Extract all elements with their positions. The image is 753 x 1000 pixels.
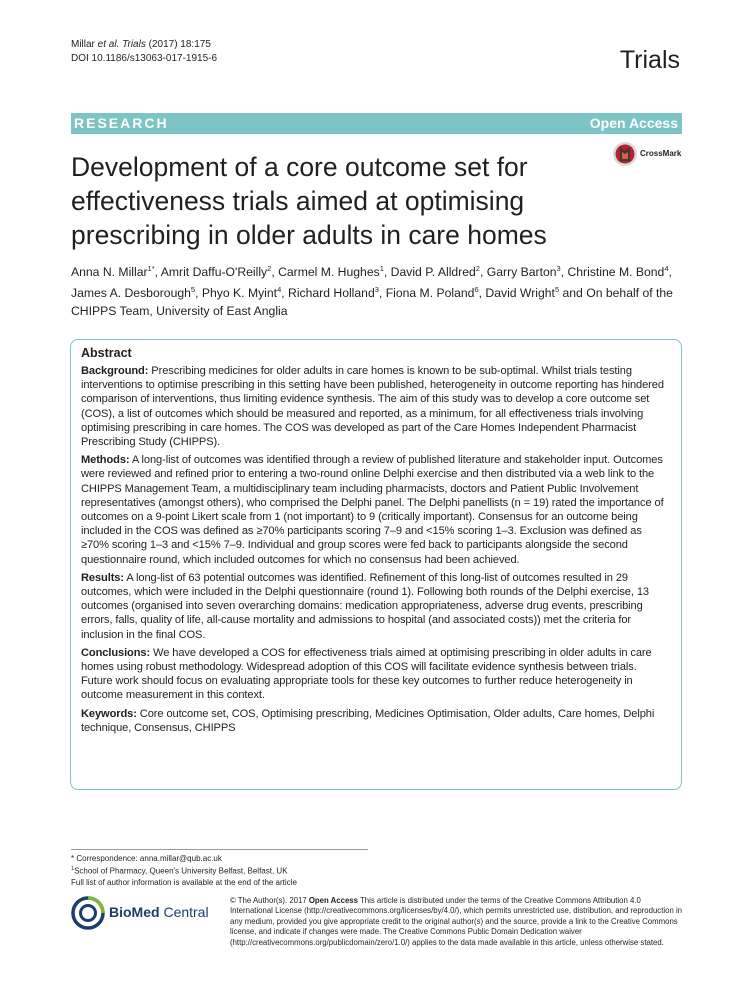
author bbox=[71, 286, 195, 300]
author-name: Amrit Daffu-O'Reilly bbox=[160, 265, 268, 280]
section-text: A long-list of outcomes was identified through a review of published literature and stakeholder input. Outcomes were reviewed and refined prior to entering a two-round online Delphi exercise and then distributed via a web link to the CHIPPS Management Team, a multidisciplinary team including pharmacists, doctors and Patient Public Involvement representatives (amongst others), who comprised the Delphi panel. The Delphi panellists (n = 19) rated the importance of outcomes on a 9-point Likert scale from 1 (not important) to 9 (critically important). Consensus for an outcome being included in the COS was defined as ≥70% participants scoring 7–9 and <15% scoring 1–3. Exclusion was defined as ≥70% scoring 1–3 and <15% 7–9. Individual and group scores were fed back to participants alongside the second questionnaire round, which included outcomes for which no consensus had been achieved. bbox=[81, 454, 664, 566]
author-affiliation-number: 5 bbox=[190, 285, 196, 295]
author-affiliation-number: 5 bbox=[554, 285, 560, 295]
author-name: David P. Alldred bbox=[390, 265, 476, 280]
affiliation-text: School of Pharmacy, Queen's University Belfast, Belfast, UK bbox=[74, 866, 288, 876]
section-heading: Methods: bbox=[81, 454, 130, 467]
section-text: Core outcome set, COS, Optimising prescribing, Medicines Optimisation, Older adults, Care homes, Delphi technique, Consensus, CHIPPS bbox=[81, 707, 655, 734]
crossmark-label: CrossMark bbox=[640, 149, 682, 158]
citation-header bbox=[71, 38, 217, 66]
footnote-divider bbox=[71, 849, 368, 850]
authors-tail: and On behalf of the CHIPPS Team, University of East Anglia bbox=[71, 286, 673, 319]
author-affiliation-number: 1 bbox=[379, 264, 384, 273]
abstract-background bbox=[81, 364, 671, 449]
author-name: David Wright bbox=[485, 286, 555, 301]
author-name: Fiona M. Poland bbox=[385, 286, 475, 301]
section-heading: Keywords: bbox=[81, 707, 137, 720]
author-affiliation-number: 2 bbox=[267, 264, 272, 273]
journal-name: Trials bbox=[619, 46, 680, 74]
article-type: RESEARCH bbox=[74, 115, 169, 131]
citation-year: (2017) 18:175 bbox=[145, 39, 211, 50]
section-heading: Results: bbox=[81, 571, 124, 584]
copyright: © The Author(s). 2017 bbox=[230, 896, 309, 905]
author-name: Richard Holland bbox=[288, 286, 375, 301]
affiliation bbox=[71, 864, 297, 877]
article-title: Development of a core outcome set for effectiveness trials aimed at optimising prescribing in older adults in care homes bbox=[71, 152, 547, 250]
section-heading: Background: bbox=[81, 365, 149, 377]
author-name: Christine M. Bond bbox=[567, 265, 665, 280]
section-heading: Conclusions: bbox=[81, 646, 151, 659]
author-affiliation-number: 1* bbox=[147, 264, 155, 273]
publisher-name-bold: BioMed bbox=[109, 904, 160, 920]
license-text bbox=[230, 896, 682, 948]
author bbox=[386, 286, 479, 300]
author bbox=[567, 265, 668, 279]
author bbox=[485, 286, 559, 300]
citation-journal: et al. Trials bbox=[97, 39, 146, 50]
author bbox=[278, 265, 384, 279]
publisher-name bbox=[109, 904, 209, 920]
author-list: Anna N. Millar$^{1*}$, Amrit Daffu-O'Reilly$^2$, Carmel M. Hughes$^1$, David P. Alldred$^2$, Garry Barton$^3$, Christine M. Bond$^4$, James A. Desborough$^5$, Phyo K. Myint$^4$, Richard Holland$^3$, Fiona M. Poland$^6$, David Wright$^5$ and On behalf of the CHIPPS Team, University of East Anglia bbox=[71, 264, 673, 319]
license-body: This article is distributed under the terms of the Creative Commons Attribution 4.0 International License (http://creativecommons.org/licenses/by/4.0/), which permits unrestricted use, distribution, and reproduction in any medium, provided you give appropriate credit to the original author(s) and the source, provide a link to the Creative Commons license, and indicate if changes were made. The Creative Commons Public Domain Dedication waiver (http://creativecommons.org/publicdomain/zero/1.0/) applies to the data made available in this article, unless otherwise stated. bbox=[230, 896, 683, 947]
doi[interactable]: DOI 10.1186/s13063-017-1915-6 bbox=[71, 53, 218, 64]
author bbox=[487, 265, 561, 279]
author-affiliation-number: 4 bbox=[664, 264, 669, 273]
author bbox=[202, 286, 281, 300]
citation-authors: Millar bbox=[71, 39, 98, 50]
author-affiliation-number: 6 bbox=[474, 285, 479, 295]
abstract-title: Abstract bbox=[81, 346, 132, 360]
author-name: James A. Desborough bbox=[71, 286, 191, 301]
section-text: Prescribing medicines for older adults in care homes is known to be sub-optimal. Whilst trials testing interventions to optimise prescribing in this setting have been published, heterogeneity in outcome reporting has hindered comparison of interventions, thus limiting evidence synthesis. The aim of this study was to develop a core outcome set (COS), a list of outcomes which should be measured and reported, as a minimum, for all effectiveness trials involving optimising prescribing in care homes. The COS was developed as part of the Care Homes Independent Pharmacist Prescribing Study (CHIPPS). bbox=[81, 365, 664, 449]
footnotes bbox=[71, 853, 297, 888]
crossmark-icon bbox=[612, 141, 638, 167]
publisher-logo bbox=[71, 895, 221, 931]
abstract-methods bbox=[81, 453, 671, 567]
author-affiliation-number: 3 bbox=[556, 264, 561, 273]
author-name: Carmel M. Hughes bbox=[278, 265, 380, 280]
abstract-box bbox=[70, 339, 682, 790]
author-name: Phyo K. Myint bbox=[201, 286, 278, 301]
author-affiliation-number: 2 bbox=[475, 264, 480, 273]
publisher-name-rest: Central bbox=[159, 904, 209, 920]
author bbox=[71, 265, 155, 279]
author-affiliation-number: 3 bbox=[374, 285, 379, 295]
affiliation-number: 1 bbox=[71, 866, 75, 872]
abstract-results bbox=[81, 571, 671, 642]
author-name: Anna N. Millar bbox=[71, 265, 148, 280]
abstract-keywords bbox=[81, 707, 671, 735]
section-text: A long-list of 63 potential outcomes was identified. Refinement of this long-list of outcomes resulted in 29 outcomes, which were included in the Delphi questionnaire (round 1). Following both rounds of the Delphi exercise, 13 outcomes (organised into seven overarching domains: medication appropriateness, adverse drug events, prescribing errors, falls, quality of life, all-cause mortality and admissions to hospital (and associated costs)) met the criteria for inclusion in the final COS. bbox=[81, 571, 649, 641]
crossmark-badge[interactable] bbox=[612, 141, 692, 169]
biomed-central-logo-icon bbox=[71, 896, 105, 930]
article-type-banner bbox=[71, 113, 682, 134]
author bbox=[391, 265, 480, 279]
author bbox=[288, 286, 379, 300]
section-text: We have developed a COS for effectiveness trials aimed at optimising prescribing in older adults in care homes using robust methodology. Widespread adoption of this COS will facilitate evidence synthesis between trials. Future work should focus on evaluating appropriate tools for these key outcomes to further reduce heterogeneity in outcome measurement in this context. bbox=[81, 646, 652, 702]
author-affiliation-number: 4 bbox=[277, 285, 282, 295]
author bbox=[161, 265, 272, 279]
correspondence: * Correspondence: anna.millar@qub.ac.uk bbox=[71, 854, 222, 863]
author-name: Garry Barton bbox=[486, 265, 557, 280]
full-author-info-note: Full list of author information is available at the end of the article bbox=[71, 877, 297, 887]
abstract-conclusions bbox=[81, 646, 671, 703]
open-access-label: Open Access bbox=[589, 115, 678, 131]
open-access-statement: Open Access bbox=[308, 896, 358, 905]
